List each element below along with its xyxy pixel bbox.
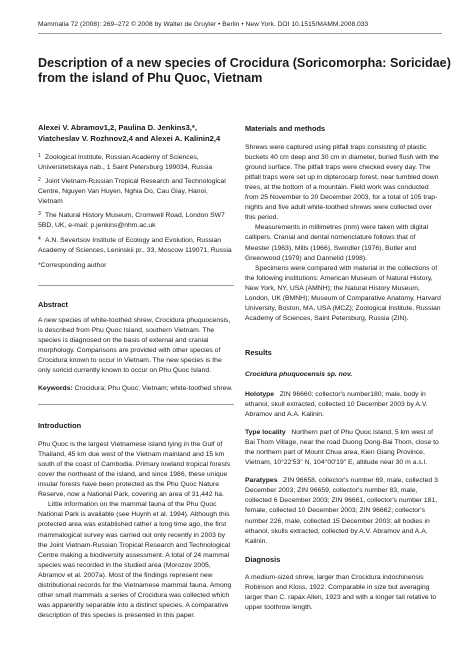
article-title: Description of a new species of Crocidura (Soricomorpha: Soricidae) from the island of Phu Quoc, Vietnam <box>38 56 451 86</box>
abstract-heading: Abstract <box>38 299 68 309</box>
affiliation-4: 4 A.N. Severtsov Institute of Ecology and Evolution, Russian Academy of Sciences, Leninskii pr., 33, Moscow 119071, Russia <box>38 235 232 254</box>
introduction-para-2: Little information on the mammal fauna of the Phu Quoc National Park is available (see Huynh et al. 1994). Although this protected area was established rather a long time ago, the first mammalogical survey was carried out only recently in 2003 by the Joint Vietnam-Russian Tropical Research and Technological Centre making a biodiversity assessment. A total of 24 mammal species was recorded in the studied area (Morozov 2005, Abramov et al. 2007a). Most of the findings represent new distributional records for the Vietnamese mammal fauna. Among other small mammals a series of Crocidura was collected which was apparently separable into a distinct species. A comparative description of this species is presented in this paper. <box>38 501 232 619</box>
species-name: Crocidura phuquocensis sp. nov. <box>245 370 353 378</box>
author-list: Alexei V. Abramov1,2, Paulina D. Jenkins3,*, Viatcheslav V. Rozhnov2,4 and Alexei A. Kalinin2,4 <box>38 123 221 143</box>
diagnosis-text: A medium-sized shrew, larger than Crocidura indochinensis Robinson and Kloss, 1922. Comparable in size but averaging larger than C. rapax Allen, 1923 and with a longer tail relative to upper toothrow length. <box>245 573 437 611</box>
right-column <box>245 123 441 613</box>
abstract-box <box>38 286 234 394</box>
corresponding-author-note: *Corresponding author <box>38 261 107 269</box>
paratypes: Paratypes ZIN 96658, collector's number 69, male, collected 3 December 2003; ZIN 96659, collector's number 83, male, collected 6 December 2003; ZIN 96661, collector's number 181, female, collected 10 December 2003; ZIN 96662; collector's number 226, male, collected 15 December 2003; all bodies in ethanol, skulls extracted, collected by A.V. Abramov and A.A. Kalinin. <box>245 477 438 545</box>
results-heading: Results <box>245 347 272 357</box>
affiliation-list <box>38 151 234 255</box>
left-column <box>38 123 234 621</box>
introduction-para-1: Phu Quoc is the largest Vietnamese island lying in the Gulf of Thailand, 45 km due west of the Vietnam mainland and 15 km south of the coast of Cambodia. Primary lowland tropical forests cover the northeast of the island, and since 1986, these unique insular forests have been protected as the Phu Quoc Nature Reserve, now a National Park, covering an area of 31,442 ha. <box>38 441 231 499</box>
materials-para-2: Measurements in millimetres (mm) were taken with digital callipers. Cranial and dental nomenclature follows that of Meester (1963), Mills (1966), Swindler (1976), Butler and Greenwood (1979) and Dannelid (1998). <box>245 224 428 262</box>
type-locality: Type locality Northern part of Phu Quoc Island, 5 km west of Bai Thom Village, near the road Duong Dong-Bai Thom, close to the northern part of Mount Chua area, Kien Giang Province, Vietnam, 10°22'53" N, 104°00'19" E, altitude near 30 m a.s.l. <box>245 429 439 467</box>
abstract-text: A new species of white-toothed shrew, Crocidura phuquocensis, is described from Phu Quoc Island, southern Vietnam. The species is diagnosed on the basis of external and cranial morphology. Comparisons are provided with other species of Crocidura known to occur in Vietnam. The new species is the only soricid currently known to occur on Phu Quoc Island. <box>38 316 231 374</box>
journal-citation: Mammalia 72 (2008): 269–272 © 2008 by Walter de Gruyter • Berlin • New York. DOI 10.1515/MAMM.2008.033 <box>38 21 369 28</box>
abstract-bottom-rule <box>38 404 234 405</box>
materials-para-1: Shrews were captured using pitfall traps consisting of plastic buckets 40 cm deep and 30 cm in diameter, buried flush with the ground surface. The pitfall traps were checked every day. The pitfall traps were set up in dipterocarp forest, near tumbled down trees, at the bottom of a mountain. Field work was conducted from 25 November to 20 December 2003, for a total of 105 trap-nights and five adult white-toothed shrews were collected over this period. <box>245 144 439 222</box>
holotype: Holotype ZIN 96660; collector's number180; male, body in ethanol, skull extracted, collected 10 December 2003 by A.V. Abramov and A.A. Kalinin. <box>245 390 428 419</box>
materials-para-3: Specimens were compared with material in the collections of the following institutions: American Museum of Natural History, New York, NY, USA (AMNH); the Natural History Museum, London, UK (BMNH); Museum of Comparative Anatomy, Harvard University, Boston, MA, USA (MCZ); Zoological Institute, Russian Academy of Sciences, Saint Petersburg, Russia (ZIN). <box>245 264 441 322</box>
diagnosis-heading: Diagnosis <box>245 554 281 564</box>
keywords: Keywords: Crocidura; Phu Quoc; Vietnam; white-toothed shrew. <box>38 384 233 392</box>
affiliation-2: 2 Joint Vietnam-Russian Tropical Research and Technological Centre, Nguyen Van Huyen, Nghia Do, Cau Giay, Hanoi, Vietnam <box>38 177 226 206</box>
materials-heading: Materials and methods <box>245 124 326 133</box>
header-rule <box>38 33 442 34</box>
affiliation-3: 3 The Natural History Museum, Cromwell Road, London SW7 5BD, UK, e-mail: p.jenkins@nhm.ac.uk <box>38 211 225 230</box>
affiliation-1: 1 Zoological Institute, Russian Academy of Sciences, Universitetskaya nab., 1 Saint Petersburg 199034, Russia <box>38 153 213 172</box>
introduction-heading: Introduction <box>38 421 82 431</box>
